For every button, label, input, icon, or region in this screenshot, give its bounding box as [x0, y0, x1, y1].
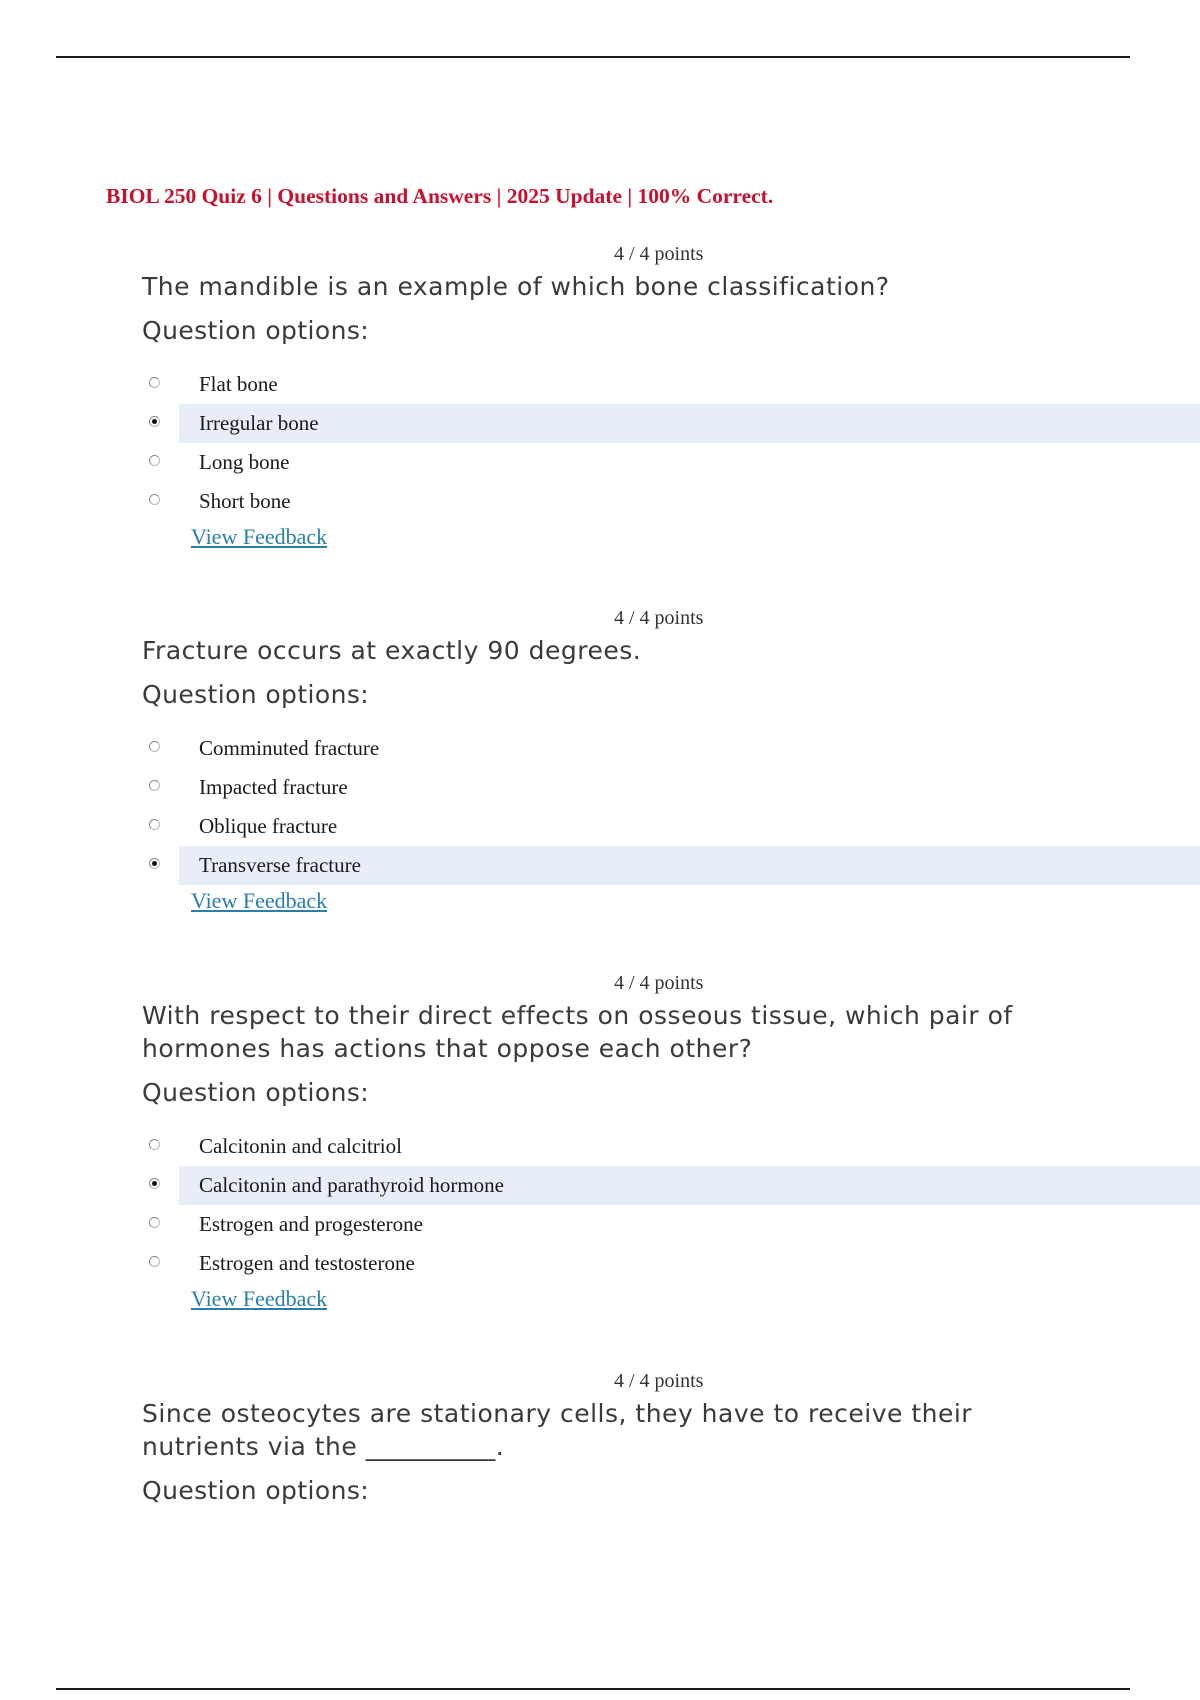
- question-points: 4 / 4 points: [614, 972, 704, 994]
- question-text: The mandible is an example of which bone classification?: [142, 272, 890, 301]
- option-label: Irregular bone: [199, 411, 319, 435]
- option-oblique-fracture[interactable]: [141, 807, 1200, 846]
- option-transverse-fracture[interactable]: [141, 846, 1200, 885]
- option-comminuted-fracture[interactable]: [141, 729, 1200, 768]
- radio-button-checked[interactable]: [149, 416, 160, 427]
- option-estrogen-progesterone[interactable]: [141, 1205, 1200, 1244]
- option-flat-bone[interactable]: [141, 365, 1200, 404]
- view-feedback-link[interactable]: View Feedback: [191, 1286, 328, 1311]
- option-label: Long bone: [199, 450, 290, 474]
- question-points: 4 / 4 points: [614, 1370, 704, 1392]
- radio-button[interactable]: [149, 377, 160, 388]
- option-label: Oblique fracture: [199, 814, 338, 838]
- option-irregular-bone[interactable]: [141, 404, 1200, 443]
- radio-button[interactable]: [149, 819, 160, 830]
- radio-button-checked[interactable]: [149, 858, 160, 869]
- option-label: Calcitonin and parathyroid hormone: [199, 1173, 505, 1197]
- question-points: 4 / 4 points: [614, 243, 704, 265]
- question-text: Fracture occurs at exactly 90 degrees.: [142, 636, 642, 665]
- option-label: Comminuted fracture: [199, 736, 380, 760]
- radio-button[interactable]: [149, 780, 160, 791]
- option-estrogen-testosterone[interactable]: [141, 1244, 1200, 1283]
- radio-button[interactable]: [149, 1256, 160, 1267]
- option-label: Impacted fracture: [199, 775, 348, 799]
- bottom-rule: [56, 1688, 1130, 1690]
- option-label: Estrogen and testosterone: [199, 1251, 415, 1275]
- option-long-bone[interactable]: [141, 443, 1200, 482]
- radio-button[interactable]: [149, 494, 160, 505]
- option-label: Flat bone: [199, 372, 278, 396]
- radio-button-checked[interactable]: [149, 1178, 160, 1189]
- radio-button[interactable]: [149, 455, 160, 466]
- question-text: Since osteocytes are stationary cells, they have to receive their nutrients via the __________.: [142, 1399, 973, 1461]
- question-options-label: Question options:: [142, 680, 370, 709]
- question-text: With respect to their direct effects on osseous tissue, which pair of hormones has actions that oppose each other?: [142, 1001, 1013, 1063]
- top-rule: [56, 56, 1130, 58]
- question-options-label: Question options:: [142, 316, 370, 345]
- view-feedback-link[interactable]: View Feedback: [191, 888, 328, 913]
- option-label: Calcitonin and calcitriol: [199, 1134, 402, 1158]
- option-short-bone[interactable]: [141, 482, 1200, 521]
- option-label: Transverse fracture: [199, 853, 361, 877]
- option-calcitonin-parathyroid[interactable]: [141, 1166, 1200, 1205]
- view-feedback-link[interactable]: View Feedback: [191, 524, 328, 549]
- radio-button[interactable]: [149, 1217, 160, 1228]
- document-title: BIOL 250 Quiz 6 | Questions and Answers | 2025 Update | 100% Correct.: [106, 184, 774, 208]
- question-options-label: Question options:: [142, 1476, 370, 1505]
- radio-button[interactable]: [149, 1139, 160, 1150]
- option-impacted-fracture[interactable]: [141, 768, 1200, 807]
- question-options-label: Question options:: [142, 1078, 370, 1107]
- question-points: 4 / 4 points: [614, 607, 704, 629]
- option-calcitonin-calcitriol[interactable]: [141, 1127, 1200, 1166]
- option-label: Short bone: [199, 489, 291, 513]
- radio-button[interactable]: [149, 741, 160, 752]
- option-label: Estrogen and progesterone: [199, 1212, 423, 1236]
